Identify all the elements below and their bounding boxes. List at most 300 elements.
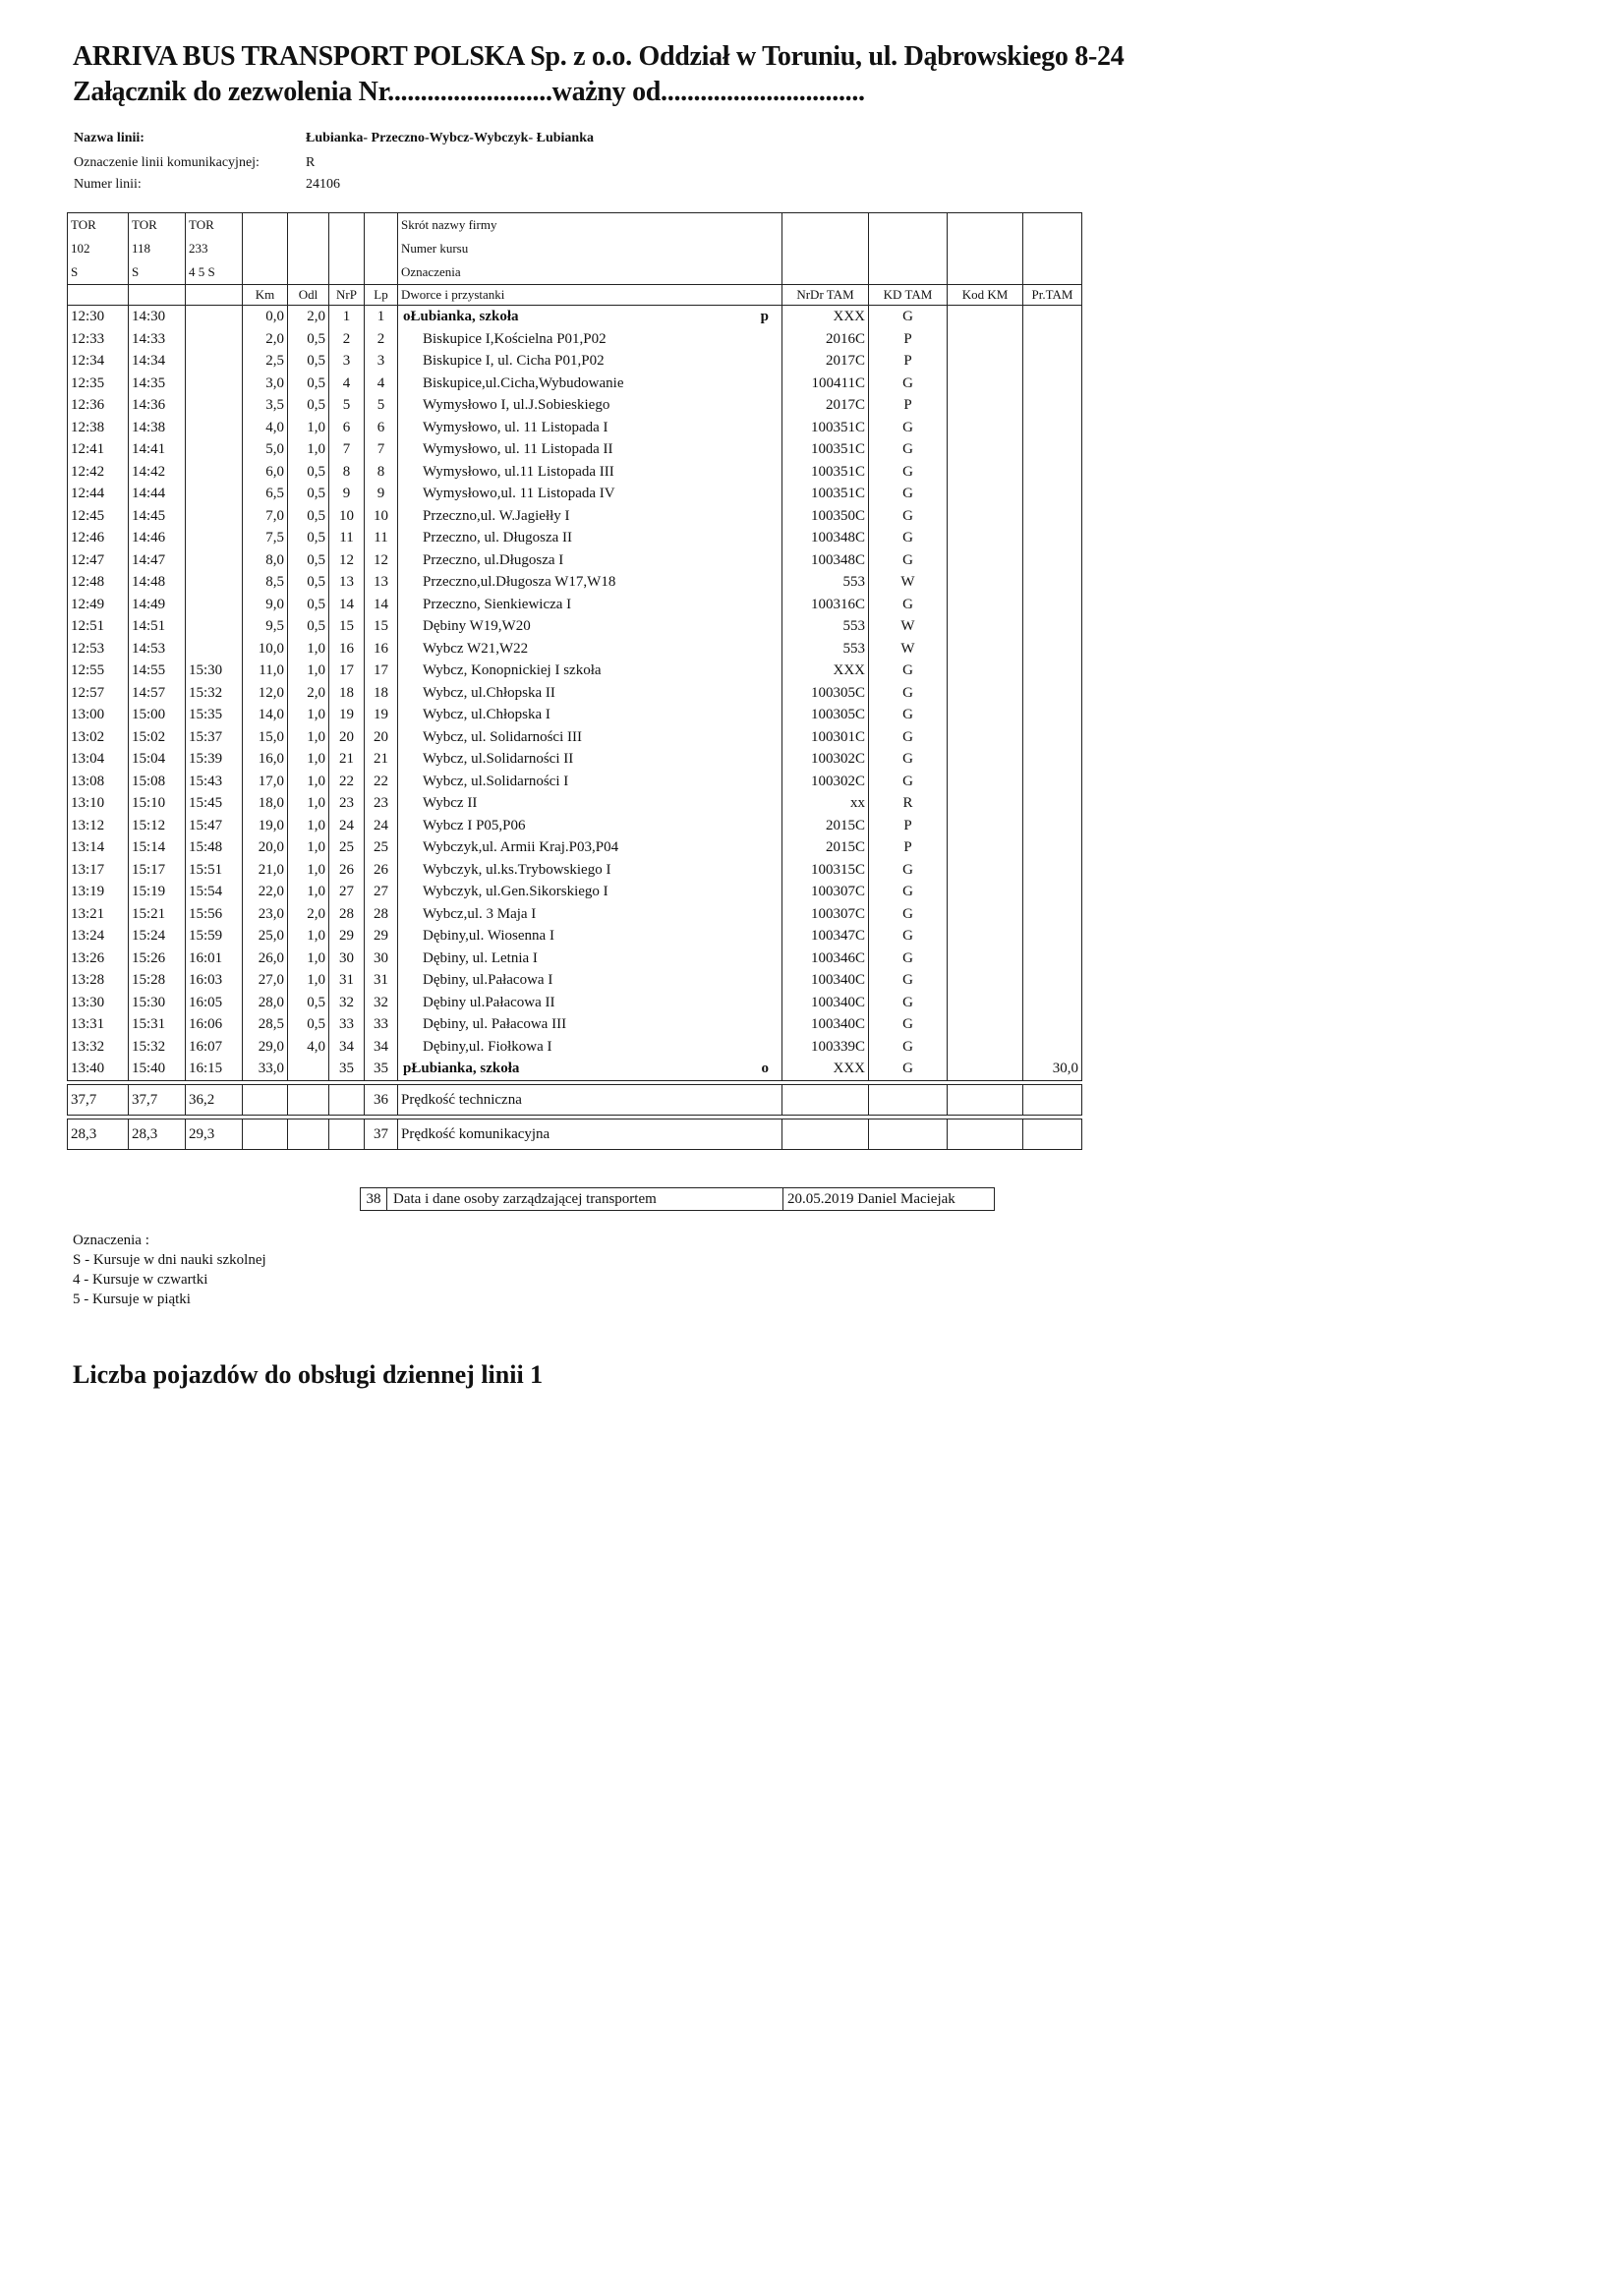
departure-time-tor102: 12:38 (68, 417, 129, 439)
stop-wrap (401, 571, 779, 593)
stop-left (401, 969, 552, 991)
nrdr-tam-cell: 100347C (782, 925, 869, 947)
km-cell: 18,0 (243, 792, 288, 815)
stop-suffix (769, 350, 779, 372)
speed-tor118: 28,3 (129, 1119, 186, 1149)
stop-left (401, 571, 615, 593)
distance-cell: 2,0 (288, 306, 329, 328)
stop-left (401, 549, 563, 571)
kod-km-cell (948, 461, 1023, 484)
stop-name: Biskupice,ul.Cicha,Wybudowanie (423, 374, 624, 391)
nrdr-tam-cell: 2016C (782, 328, 869, 351)
departure-time-tor118: 14:44 (129, 483, 186, 505)
stop-cell (398, 594, 782, 616)
stop-suffix (769, 682, 779, 704)
table-row (68, 704, 1082, 726)
pr-tam-cell (1023, 571, 1082, 594)
timetable (67, 212, 1082, 1150)
departure-time-tor118: 14:46 (129, 527, 186, 549)
stop-left (401, 638, 528, 660)
column-header-row (68, 285, 1082, 306)
departure-time-tor102: 13:02 (68, 726, 129, 749)
stop-wrap (401, 328, 779, 350)
table-row (68, 549, 1082, 572)
stop-name: Wybcz II (423, 795, 478, 812)
stop-suffix (769, 881, 779, 902)
stop-name: Wybcz,ul. 3 Maja I (423, 905, 537, 922)
stop-left (401, 660, 602, 681)
kd-tam-cell: G (869, 748, 948, 771)
nrdr-tam-cell: 2017C (782, 350, 869, 373)
stop-suffix (769, 1036, 779, 1058)
stop-cell (398, 394, 782, 417)
stop-cell (398, 1013, 782, 1036)
km-cell: 28,5 (243, 1013, 288, 1036)
stop-cell (398, 792, 782, 815)
stop-wrap (401, 947, 779, 969)
legend (73, 1231, 266, 1309)
table-row (68, 792, 1082, 815)
lp-cell: 10 (365, 505, 398, 528)
stop-suffix (769, 549, 779, 571)
km-cell: 7,0 (243, 505, 288, 528)
nrp-cell: 17 (329, 660, 365, 682)
departure-time-tor102: 12:49 (68, 594, 129, 616)
nrdr-tam-cell: 100351C (782, 461, 869, 484)
distance-cell: 1,0 (288, 881, 329, 903)
pr-tam-cell (1023, 638, 1082, 660)
signature-label: Data i dane osoby zarządzającej transportem (387, 1188, 783, 1210)
pr-tam-cell (1023, 881, 1082, 903)
pr-tam-cell (1023, 373, 1082, 395)
kod-km-cell (948, 615, 1023, 638)
stop-left (401, 1058, 519, 1079)
lp-cell: 21 (365, 748, 398, 771)
distance-cell: 0,5 (288, 505, 329, 528)
header-cell: TOR (68, 213, 129, 238)
departure-time-tor233: 15:35 (186, 704, 243, 726)
km-cell: 2,0 (243, 328, 288, 351)
stop-left (401, 748, 573, 770)
distance-cell: 1,0 (288, 638, 329, 660)
lp-cell: 34 (365, 1036, 398, 1059)
stop-cell (398, 505, 782, 528)
departure-time-tor102: 12:47 (68, 549, 129, 572)
col-km: Km (243, 285, 288, 306)
departure-time-tor102: 12:34 (68, 350, 129, 373)
kd-tam-cell: W (869, 571, 948, 594)
departure-time-tor102: 12:42 (68, 461, 129, 484)
stop-cell (398, 615, 782, 638)
kd-tam-cell: R (869, 792, 948, 815)
col-lp: Lp (365, 285, 398, 306)
stop-suffix (769, 969, 779, 991)
kd-tam-cell: G (869, 947, 948, 970)
departure-time-tor102: 12:55 (68, 660, 129, 682)
km-cell: 7,5 (243, 527, 288, 549)
nrdr-tam-cell: 100340C (782, 1013, 869, 1036)
stop-cell (398, 417, 782, 439)
departure-time-tor102: 12:46 (68, 527, 129, 549)
nrdr-tam-cell: 100351C (782, 438, 869, 461)
stop-suffix (769, 704, 779, 725)
departure-time-tor233 (186, 328, 243, 351)
km-cell: 21,0 (243, 859, 288, 882)
nrp-cell: 19 (329, 704, 365, 726)
departure-time-tor102: 12:51 (68, 615, 129, 638)
departure-time-tor118: 14:57 (129, 682, 186, 705)
nrp-cell: 26 (329, 859, 365, 882)
km-cell: 6,5 (243, 483, 288, 505)
stop-suffix (769, 748, 779, 770)
stop-wrap (401, 505, 779, 527)
stop-wrap (401, 350, 779, 372)
stop-cell (398, 704, 782, 726)
departure-time-tor233: 15:45 (186, 792, 243, 815)
stop-suffix (769, 417, 779, 438)
departure-time-tor102: 12:30 (68, 306, 129, 328)
stop-wrap (401, 660, 779, 681)
km-cell: 8,0 (243, 549, 288, 572)
table-row (68, 859, 1082, 882)
kod-km-cell (948, 815, 1023, 837)
departure-time-tor102: 13:10 (68, 792, 129, 815)
empty-cell (243, 1119, 288, 1149)
kod-km-cell (948, 438, 1023, 461)
kd-tam-cell: G (869, 660, 948, 682)
empty-cell (329, 1119, 365, 1149)
legend-item: 4 - Kursuje w czwartki (73, 1272, 208, 1288)
kod-km-cell (948, 925, 1023, 947)
kod-km-cell (948, 903, 1023, 926)
empty-cell (948, 1119, 1023, 1149)
nrdr-tam-cell: 2015C (782, 836, 869, 859)
departure-time-tor102: 13:14 (68, 836, 129, 859)
stop-name: Przeczno, ul. Długosza II (423, 530, 573, 546)
kd-tam-cell: G (869, 1036, 948, 1059)
stop-cell (398, 438, 782, 461)
stop-name: Wymysłowo I, ul.J.Sobieskiego (423, 397, 610, 414)
kd-tam-cell: G (869, 903, 948, 926)
nrdr-tam-cell: XXX (782, 306, 869, 328)
km-cell: 8,5 (243, 571, 288, 594)
stop-cell (398, 969, 782, 992)
km-cell: 9,0 (243, 594, 288, 616)
stop-wrap (401, 792, 779, 814)
stop-left (401, 505, 570, 527)
distance-cell: 0,5 (288, 549, 329, 572)
pr-tam-cell (1023, 549, 1082, 572)
departure-time-tor102: 12:57 (68, 682, 129, 705)
departure-time-tor102: 13:08 (68, 771, 129, 793)
stop-cell (398, 483, 782, 505)
kod-km-cell (948, 859, 1023, 882)
departure-time-tor102: 13:32 (68, 1036, 129, 1059)
stop-wrap (401, 704, 779, 725)
stop-left (401, 792, 477, 814)
km-cell: 6,0 (243, 461, 288, 484)
stop-wrap (401, 815, 779, 836)
kod-km-cell (948, 1058, 1023, 1080)
km-cell: 3,5 (243, 394, 288, 417)
stop-left (401, 461, 614, 483)
table-row (68, 417, 1082, 439)
col-kod-km: Kod KM (948, 285, 1023, 306)
stop-wrap (401, 969, 779, 991)
distance-cell: 1,0 (288, 748, 329, 771)
departure-time-tor118: 15:08 (129, 771, 186, 793)
distance-cell: 0,5 (288, 594, 329, 616)
stop-cell (398, 1058, 782, 1080)
stop-wrap (401, 638, 779, 660)
pr-tam-cell (1023, 1013, 1082, 1036)
stop-left (401, 903, 536, 925)
stop-wrap (401, 992, 779, 1013)
kod-km-cell (948, 682, 1023, 705)
pr-tam-cell (1023, 660, 1082, 682)
departure-time-tor118: 14:49 (129, 594, 186, 616)
km-cell: 22,0 (243, 881, 288, 903)
header-cell: 233 (186, 237, 243, 260)
line-number-label: Numer linii: (74, 177, 142, 192)
stop-wrap (401, 438, 779, 460)
departure-time-tor233: 15:48 (186, 836, 243, 859)
lp-cell: 13 (365, 571, 398, 594)
stop-name: Wybcz, ul. Solidarności III (423, 728, 582, 745)
summary-lp: 37 (365, 1119, 398, 1149)
stop-wrap (401, 726, 779, 748)
km-cell: 23,0 (243, 903, 288, 926)
summary-lp: 36 (365, 1084, 398, 1115)
stop-name: Łubianka, szkoła (410, 309, 519, 325)
lp-cell: 14 (365, 594, 398, 616)
departure-time-tor102: 13:04 (68, 748, 129, 771)
distance-cell: 4,0 (288, 1036, 329, 1059)
kd-tam-cell: G (869, 527, 948, 549)
departure-time-tor233 (186, 417, 243, 439)
line-mark-row (74, 155, 315, 171)
header-cell: TOR (129, 213, 186, 238)
header-row-2 (68, 237, 1082, 260)
pr-tam-cell: 30,0 (1023, 1058, 1082, 1080)
nrdr-tam-cell: 100315C (782, 859, 869, 882)
nrdr-tam-cell: 100301C (782, 726, 869, 749)
kd-tam-cell: G (869, 726, 948, 749)
stop-suffix (769, 1013, 779, 1035)
stop-suffix (769, 947, 779, 969)
table-row (68, 682, 1082, 705)
departure-time-tor118: 15:40 (129, 1058, 186, 1080)
kod-km-cell (948, 771, 1023, 793)
nrp-cell: 30 (329, 947, 365, 970)
stop-name: Dębiny,ul. Fiołkowa I (423, 1038, 552, 1055)
distance-cell: 1,0 (288, 859, 329, 882)
distance-cell: 1,0 (288, 836, 329, 859)
lp-cell: 15 (365, 615, 398, 638)
kod-km-cell (948, 1036, 1023, 1059)
nrp-cell: 34 (329, 1036, 365, 1059)
nrdr-tam-cell: xx (782, 792, 869, 815)
kod-km-cell (948, 638, 1023, 660)
departure-time-tor102: 12:36 (68, 394, 129, 417)
stop-suffix (769, 594, 779, 615)
table-row (68, 571, 1082, 594)
km-cell: 12,0 (243, 682, 288, 705)
kd-tam-cell: G (869, 969, 948, 992)
stop-cell (398, 815, 782, 837)
pr-tam-cell (1023, 748, 1082, 771)
departure-time-tor102: 13:17 (68, 859, 129, 882)
kd-tam-cell: P (869, 350, 948, 373)
departure-time-tor102: 13:40 (68, 1058, 129, 1080)
table-row (68, 328, 1082, 351)
nrp-cell: 18 (329, 682, 365, 705)
stop-cell (398, 638, 782, 660)
header-cell: Skrót nazwy firmy (398, 213, 782, 238)
stop-wrap (401, 748, 779, 770)
stop-wrap (401, 527, 779, 548)
table-row (68, 947, 1082, 970)
stop-cell (398, 373, 782, 395)
departure-time-tor233 (186, 594, 243, 616)
stop-suffix (769, 438, 779, 460)
stop-wrap (401, 417, 779, 438)
table-row (68, 638, 1082, 660)
lp-cell: 12 (365, 549, 398, 572)
stop-wrap (401, 682, 779, 704)
kd-tam-cell: G (869, 549, 948, 572)
departure-time-tor118: 14:51 (129, 615, 186, 638)
signature-value: 20.05.2019 Daniel Maciejak (787, 1191, 955, 1207)
kod-km-cell (948, 969, 1023, 992)
departure-time-tor118: 15:21 (129, 903, 186, 926)
stop-prefix: o (403, 309, 411, 325)
stop-cell (398, 571, 782, 594)
stop-left (401, 771, 568, 792)
stop-wrap (401, 394, 779, 416)
table-row (68, 1058, 1082, 1080)
departure-time-tor118: 15:31 (129, 1013, 186, 1036)
stop-left (401, 881, 608, 902)
kod-km-cell (948, 483, 1023, 505)
stop-suffix (769, 373, 779, 394)
kd-tam-cell: G (869, 373, 948, 395)
kd-tam-cell: P (869, 815, 948, 837)
nrp-cell: 4 (329, 373, 365, 395)
departure-time-tor118: 15:10 (129, 792, 186, 815)
vehicle-count-note: Liczba pojazdów do obsługi dziennej linii 1 (73, 1360, 544, 1389)
stop-suffix (769, 771, 779, 792)
departure-time-tor118: 14:42 (129, 461, 186, 484)
departure-time-tor118: 15:00 (129, 704, 186, 726)
departure-time-tor118: 14:48 (129, 571, 186, 594)
stop-cell (398, 306, 782, 328)
line-name-row (74, 131, 594, 146)
lp-cell: 33 (365, 1013, 398, 1036)
pr-tam-cell (1023, 836, 1082, 859)
departure-time-tor233: 15:51 (186, 859, 243, 882)
pr-tam-cell (1023, 969, 1082, 992)
distance-cell: 0,5 (288, 992, 329, 1014)
kd-tam-cell: G (869, 461, 948, 484)
header-row-1 (68, 213, 1082, 238)
nrp-cell: 14 (329, 594, 365, 616)
lp-cell: 25 (365, 836, 398, 859)
km-cell: 9,5 (243, 615, 288, 638)
departure-time-tor118: 15:28 (129, 969, 186, 992)
stop-left (401, 373, 623, 394)
stop-name: Wymysłowo, ul. 11 Listopada I (423, 419, 608, 435)
table-row (68, 815, 1082, 837)
stop-left (401, 438, 613, 460)
nrdr-tam-cell: 100302C (782, 771, 869, 793)
kod-km-cell (948, 947, 1023, 970)
summary-row (68, 1084, 1082, 1115)
header-row-3 (68, 260, 1082, 285)
distance-cell: 1,0 (288, 438, 329, 461)
departure-time-tor233: 16:07 (186, 1036, 243, 1059)
stop-wrap (401, 925, 779, 947)
departure-time-tor102: 12:48 (68, 571, 129, 594)
kd-tam-cell: G (869, 306, 948, 328)
nrp-cell: 25 (329, 836, 365, 859)
kod-km-cell (948, 1013, 1023, 1036)
nrdr-tam-cell: 100346C (782, 947, 869, 970)
lp-cell: 8 (365, 461, 398, 484)
departure-time-tor118: 15:14 (129, 836, 186, 859)
table-row (68, 992, 1082, 1014)
line-number-value: 24106 (306, 177, 340, 192)
kod-km-cell (948, 571, 1023, 594)
lp-cell: 35 (365, 1058, 398, 1080)
departure-time-tor233: 16:05 (186, 992, 243, 1014)
speed-tor102: 28,3 (68, 1119, 129, 1149)
pr-tam-cell (1023, 1036, 1082, 1059)
col-odl: Odl (288, 285, 329, 306)
km-cell: 33,0 (243, 1058, 288, 1080)
signature-box (360, 1187, 995, 1211)
departure-time-tor118: 14:30 (129, 306, 186, 328)
pr-tam-cell (1023, 792, 1082, 815)
departure-time-tor118: 14:38 (129, 417, 186, 439)
km-cell: 17,0 (243, 771, 288, 793)
stop-wrap (401, 615, 779, 637)
summary-label: Prędkość techniczna (398, 1084, 782, 1115)
km-cell: 27,0 (243, 969, 288, 992)
lp-cell: 23 (365, 792, 398, 815)
departure-time-tor233 (186, 571, 243, 594)
departure-time-tor233: 16:01 (186, 947, 243, 970)
empty-cell (1023, 1084, 1082, 1115)
nrp-cell: 31 (329, 969, 365, 992)
stop-left (401, 417, 608, 438)
stop-left (401, 350, 605, 372)
pr-tam-cell (1023, 483, 1082, 505)
departure-time-tor233 (186, 483, 243, 505)
stop-left (401, 306, 519, 327)
stop-wrap (401, 859, 779, 881)
summary-label: Prędkość komunikacyjna (398, 1119, 782, 1149)
distance-cell: 0,5 (288, 350, 329, 373)
kod-km-cell (948, 549, 1023, 572)
table-row (68, 461, 1082, 484)
kd-tam-cell: G (869, 682, 948, 705)
departure-time-tor118: 15:26 (129, 947, 186, 970)
nrdr-tam-cell: 553 (782, 615, 869, 638)
departure-time-tor118: 14:45 (129, 505, 186, 528)
stop-suffix (769, 638, 779, 660)
stop-name: Dębiny W19,W20 (423, 618, 531, 635)
